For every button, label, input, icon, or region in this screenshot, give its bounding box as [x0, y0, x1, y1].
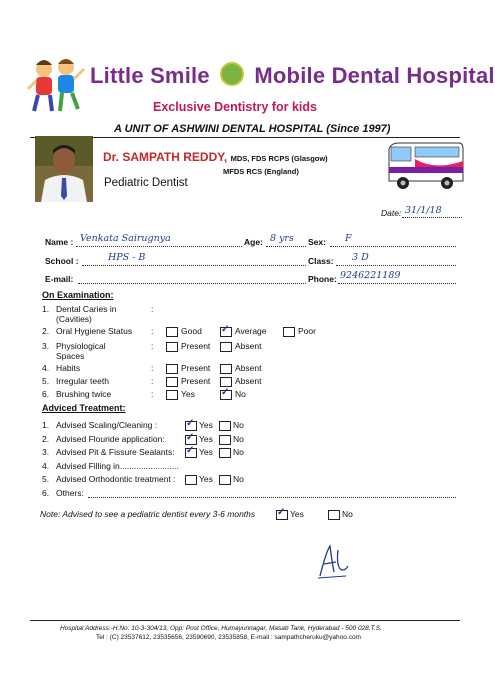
brushing-yes-checkbox[interactable]: [166, 390, 178, 400]
flouride-yes-checkbox[interactable]: [185, 432, 197, 445]
spaces-present-label: Present: [181, 341, 211, 351]
exam-num-4: 4.: [42, 363, 50, 373]
unit-line: A UNIT OF ASHWINI DENTAL HOSPITAL (Since 1997): [114, 123, 391, 135]
brand-part-2: Mobile Dental Hospital: [254, 63, 495, 88]
name-value: Venkata Sairugnya: [80, 233, 171, 244]
spaces-absent-label: Absent: [235, 341, 262, 351]
mobile-dental-bus: [385, 137, 465, 195]
irregular-present-checkbox[interactable]: [166, 377, 178, 387]
ortho-no-label: No: [233, 474, 244, 484]
exam-colon-4: :: [151, 363, 154, 373]
footer-rule: [30, 620, 460, 621]
hygiene-poor-label: Poor: [298, 326, 316, 336]
class-label: Class:: [308, 256, 334, 266]
hygiene-average-label: Average: [235, 326, 267, 336]
exam-num-2: 2.: [42, 326, 50, 336]
sealants-yes-checkbox[interactable]: [185, 445, 197, 458]
check-mark-icon: ✓: [221, 324, 230, 335]
school-label: School :: [45, 256, 79, 266]
exam-label-hygiene: Oral Hygiene Status: [56, 326, 133, 336]
scaling-no-label: No: [233, 420, 244, 430]
note-no-checkbox[interactable]: [328, 510, 340, 520]
sex-label: Sex:: [308, 237, 326, 247]
sex-line: [330, 246, 456, 247]
kids-logo: [24, 55, 88, 115]
exam-colon-1: :: [151, 304, 154, 314]
brushing-yes-label: Yes: [181, 389, 195, 399]
class-value: 3 D: [352, 252, 369, 263]
irregular-present-label: Present: [181, 376, 211, 386]
spaces-present-checkbox[interactable]: [166, 342, 178, 352]
sealants-yes-label: Yes: [199, 447, 213, 457]
age-line: [266, 246, 306, 247]
hygiene-poor-checkbox[interactable]: [283, 327, 295, 337]
exam-label-brushing: Brushing twice: [56, 389, 112, 399]
hygiene-good-label: Good: [181, 326, 202, 336]
treat-num-3: 3.: [42, 447, 50, 457]
treat-label-flouride: Advised Flouride application:: [56, 434, 165, 444]
treat-num-5: 5.: [42, 474, 50, 484]
hygiene-good-checkbox[interactable]: [166, 327, 178, 337]
treat-num-4: 4.: [42, 461, 50, 471]
check-mark-icon: ✓: [186, 418, 195, 429]
ortho-yes-checkbox[interactable]: [185, 475, 197, 485]
date-line: [402, 217, 462, 218]
exam-num-6: 6.: [42, 389, 50, 399]
exam-label-spaces: Physiological: [56, 341, 106, 351]
exam-num-3: 3.: [42, 341, 50, 351]
check-mark-icon: ✓: [186, 432, 195, 443]
doctor-photo: [35, 136, 93, 202]
sealants-no-checkbox[interactable]: [219, 448, 231, 458]
note-yes-checkbox[interactable]: [276, 507, 288, 520]
habits-present-label: Present: [181, 363, 211, 373]
spaces-absent-checkbox[interactable]: [220, 342, 232, 352]
doctor-signature: [312, 542, 352, 580]
exam-colon-2: :: [151, 326, 154, 336]
exam-label-caries: Dental Caries in: [56, 304, 117, 314]
sex-value: F: [345, 233, 352, 244]
date-label: Date:: [381, 208, 402, 218]
doctor-name-text: Dr. SAMPATH REDDY,: [103, 150, 228, 164]
treat-label-filling: Advised Filling in.........................: [56, 461, 179, 471]
ortho-yes-label: Yes: [199, 474, 213, 484]
exam-colon-5: :: [151, 376, 154, 386]
phone-line: [338, 283, 456, 284]
doctor-name: [103, 150, 328, 164]
date-value: 31/1/18: [405, 205, 442, 216]
sealants-no-label: No: [233, 447, 244, 457]
scaling-yes-label: Yes: [199, 420, 213, 430]
check-mark-icon: ✓: [186, 445, 195, 456]
doctor-qualifications-1: MDS, FDS RCPS (Glasgow): [230, 154, 328, 163]
scaling-no-checkbox[interactable]: [219, 421, 231, 431]
exam-num-1: 1.: [42, 304, 50, 314]
exam-label-spaces-2: Spaces: [56, 351, 85, 361]
irregular-absent-label: Absent: [235, 376, 262, 386]
brushing-no-checkbox[interactable]: [220, 387, 232, 400]
treat-label-scaling: Advised Scaling/Cleaning :: [56, 420, 158, 430]
treat-label-sealants: Advised Pit & Fissure Sealants:: [56, 447, 175, 457]
treatment-heading: Adviced Treatment:: [42, 403, 126, 413]
name-label: Name :: [45, 237, 74, 247]
school-line: [82, 265, 306, 266]
hygiene-average-checkbox[interactable]: [220, 324, 232, 337]
age-label: Age:: [244, 237, 263, 247]
habits-absent-label: Absent: [235, 363, 262, 373]
treat-label-ortho: Advised Orthodontic treatment :: [56, 474, 176, 484]
treat-num-6: 6.: [42, 488, 50, 498]
phone-label: Phone:: [308, 274, 337, 284]
treat-num-2: 2.: [42, 434, 50, 444]
exam-colon-3: :: [151, 341, 154, 351]
flouride-yes-label: Yes: [199, 434, 213, 444]
exam-num-5: 5.: [42, 376, 50, 386]
treat-num-1: 1.: [42, 420, 50, 430]
brand-part-1: Little Smile: [90, 63, 210, 88]
flouride-no-checkbox[interactable]: [219, 435, 231, 445]
hospital-contact: Tel : (C) 23537612, 23535656, 23590690, 23535858, E-mail : sampathcheruku@yahoo.com: [96, 634, 361, 641]
name-line: [76, 246, 242, 247]
scaling-yes-checkbox[interactable]: [185, 418, 197, 431]
email-line: [78, 283, 306, 284]
ortho-no-checkbox[interactable]: [219, 475, 231, 485]
hospital-name: [90, 62, 495, 89]
class-line: [336, 265, 456, 266]
doctor-qualifications-2: MFDS RCS (England): [223, 167, 299, 176]
exam-label-caries-2: (Cavities): [56, 314, 92, 324]
hospital-address: Hospital Address:-H.No. 10-3-304/13, Opp: Post Office, Humayunnagar, Masab Tank, Hyderabad - 500 028.T.S.: [60, 625, 382, 632]
others-line: [88, 497, 456, 498]
exam-label-irregular: Irregular teeth: [56, 376, 109, 386]
treat-label-others: Others:: [56, 488, 84, 498]
exam-colon-6: :: [151, 389, 154, 399]
phone-value: 9246221189: [340, 270, 401, 281]
followup-note: Note: Advised to see a pediatric dentist every 3-6 months: [40, 509, 256, 519]
brushing-no-label: No: [235, 389, 246, 399]
irregular-absent-checkbox[interactable]: [220, 377, 232, 387]
tagline: Exclusive Dentistry for kids: [153, 100, 317, 114]
doctor-role: Pediatric Dentist: [104, 177, 188, 189]
check-mark-icon: ✓: [277, 507, 286, 518]
tooth-badge-icon: [220, 62, 244, 86]
examination-heading: On Examination:: [42, 290, 114, 300]
habits-absent-checkbox[interactable]: [220, 364, 232, 374]
exam-label-habits: Habits: [56, 363, 81, 373]
email-label: E-mail:: [45, 274, 74, 284]
school-value: HPS - B: [108, 252, 146, 263]
note-no-label: No: [342, 509, 353, 519]
age-value: 8 yrs: [270, 233, 294, 244]
flouride-no-label: No: [233, 434, 244, 444]
habits-present-checkbox[interactable]: [166, 364, 178, 374]
check-mark-icon: ✓: [221, 387, 230, 398]
note-yes-label: Yes: [290, 509, 304, 519]
